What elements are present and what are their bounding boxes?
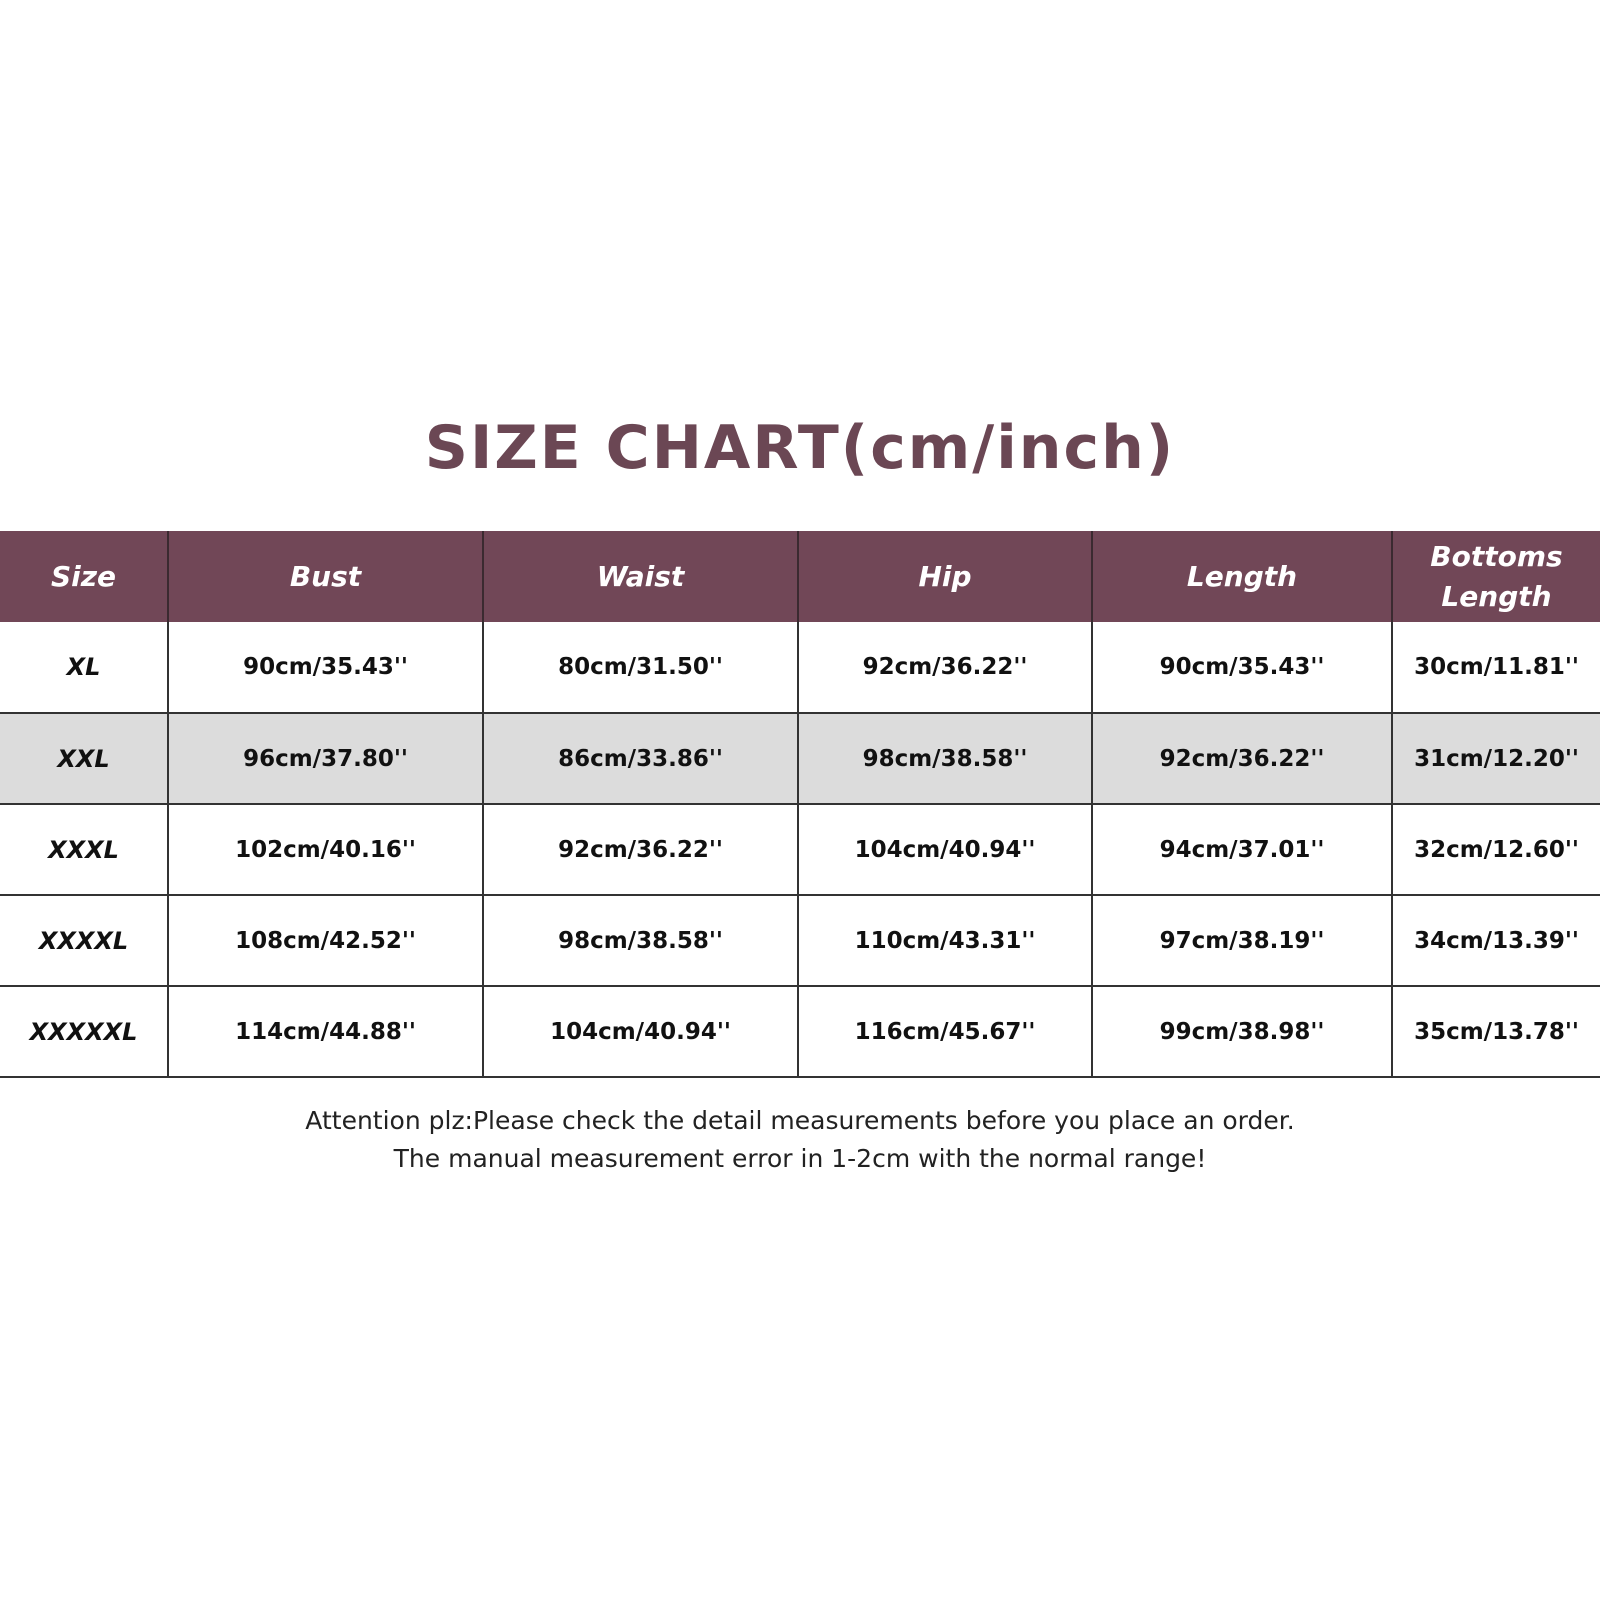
size-cell: XL (0, 622, 168, 713)
waist-cell: 92cm/36.22'' (483, 804, 798, 895)
header-waist: Waist (483, 531, 798, 622)
size-chart-table (0, 531, 1600, 1078)
bottoms-length-cell: 32cm/12.60'' (1392, 804, 1600, 895)
waist-cell: 80cm/31.50'' (483, 622, 798, 713)
attention-note-line-2: The manual measurement error in 1-2cm with the normal range! (393, 1144, 1207, 1173)
table-row (0, 895, 1600, 986)
table-row (0, 986, 1600, 1077)
bottoms-length-cell: 35cm/13.78'' (1392, 986, 1600, 1077)
size-cell: XXXXL (0, 895, 168, 986)
header-bottoms-length: Bottoms Length (1392, 531, 1600, 622)
bottoms-length-cell: 34cm/13.39'' (1392, 895, 1600, 986)
size-cell: XXL (0, 713, 168, 804)
hip-cell: 98cm/38.58'' (798, 713, 1092, 804)
size-chart-title: SIZE CHART(cm/inch) (424, 413, 1176, 483)
table-row (0, 622, 1600, 713)
length-cell: 99cm/38.98'' (1092, 986, 1392, 1077)
table-row (0, 713, 1600, 804)
bottoms-length-cell: 31cm/12.20'' (1392, 713, 1600, 804)
header-bust: Bust (168, 531, 483, 622)
bottoms-length-cell: 30cm/11.81'' (1392, 622, 1600, 713)
waist-cell: 98cm/38.58'' (483, 895, 798, 986)
header-hip: Hip (798, 531, 1092, 622)
bust-cell: 96cm/37.80'' (168, 713, 483, 804)
waist-cell: 104cm/40.94'' (483, 986, 798, 1077)
hip-cell: 92cm/36.22'' (798, 622, 1092, 713)
length-cell: 92cm/36.22'' (1092, 713, 1392, 804)
bust-cell: 108cm/42.52'' (168, 895, 483, 986)
bust-cell: 90cm/35.43'' (168, 622, 483, 713)
length-cell: 90cm/35.43'' (1092, 622, 1392, 713)
length-cell: 97cm/38.19'' (1092, 895, 1392, 986)
attention-notes (0, 1102, 1600, 1178)
waist-cell: 86cm/33.86'' (483, 713, 798, 804)
header-row (0, 531, 1600, 622)
hip-cell: 110cm/43.31'' (798, 895, 1092, 986)
length-cell: 94cm/37.01'' (1092, 804, 1392, 895)
hip-cell: 116cm/45.67'' (798, 986, 1092, 1077)
header-length: Length (1092, 531, 1392, 622)
header-size: Size (0, 531, 168, 622)
bust-cell: 102cm/40.16'' (168, 804, 483, 895)
size-cell: XXXL (0, 804, 168, 895)
table-row (0, 804, 1600, 895)
hip-cell: 104cm/40.94'' (798, 804, 1092, 895)
attention-note-line-1: Attention plz:Please check the detail measurements before you place an order. (305, 1106, 1295, 1135)
size-cell: XXXXXL (0, 986, 168, 1077)
bust-cell: 114cm/44.88'' (168, 986, 483, 1077)
